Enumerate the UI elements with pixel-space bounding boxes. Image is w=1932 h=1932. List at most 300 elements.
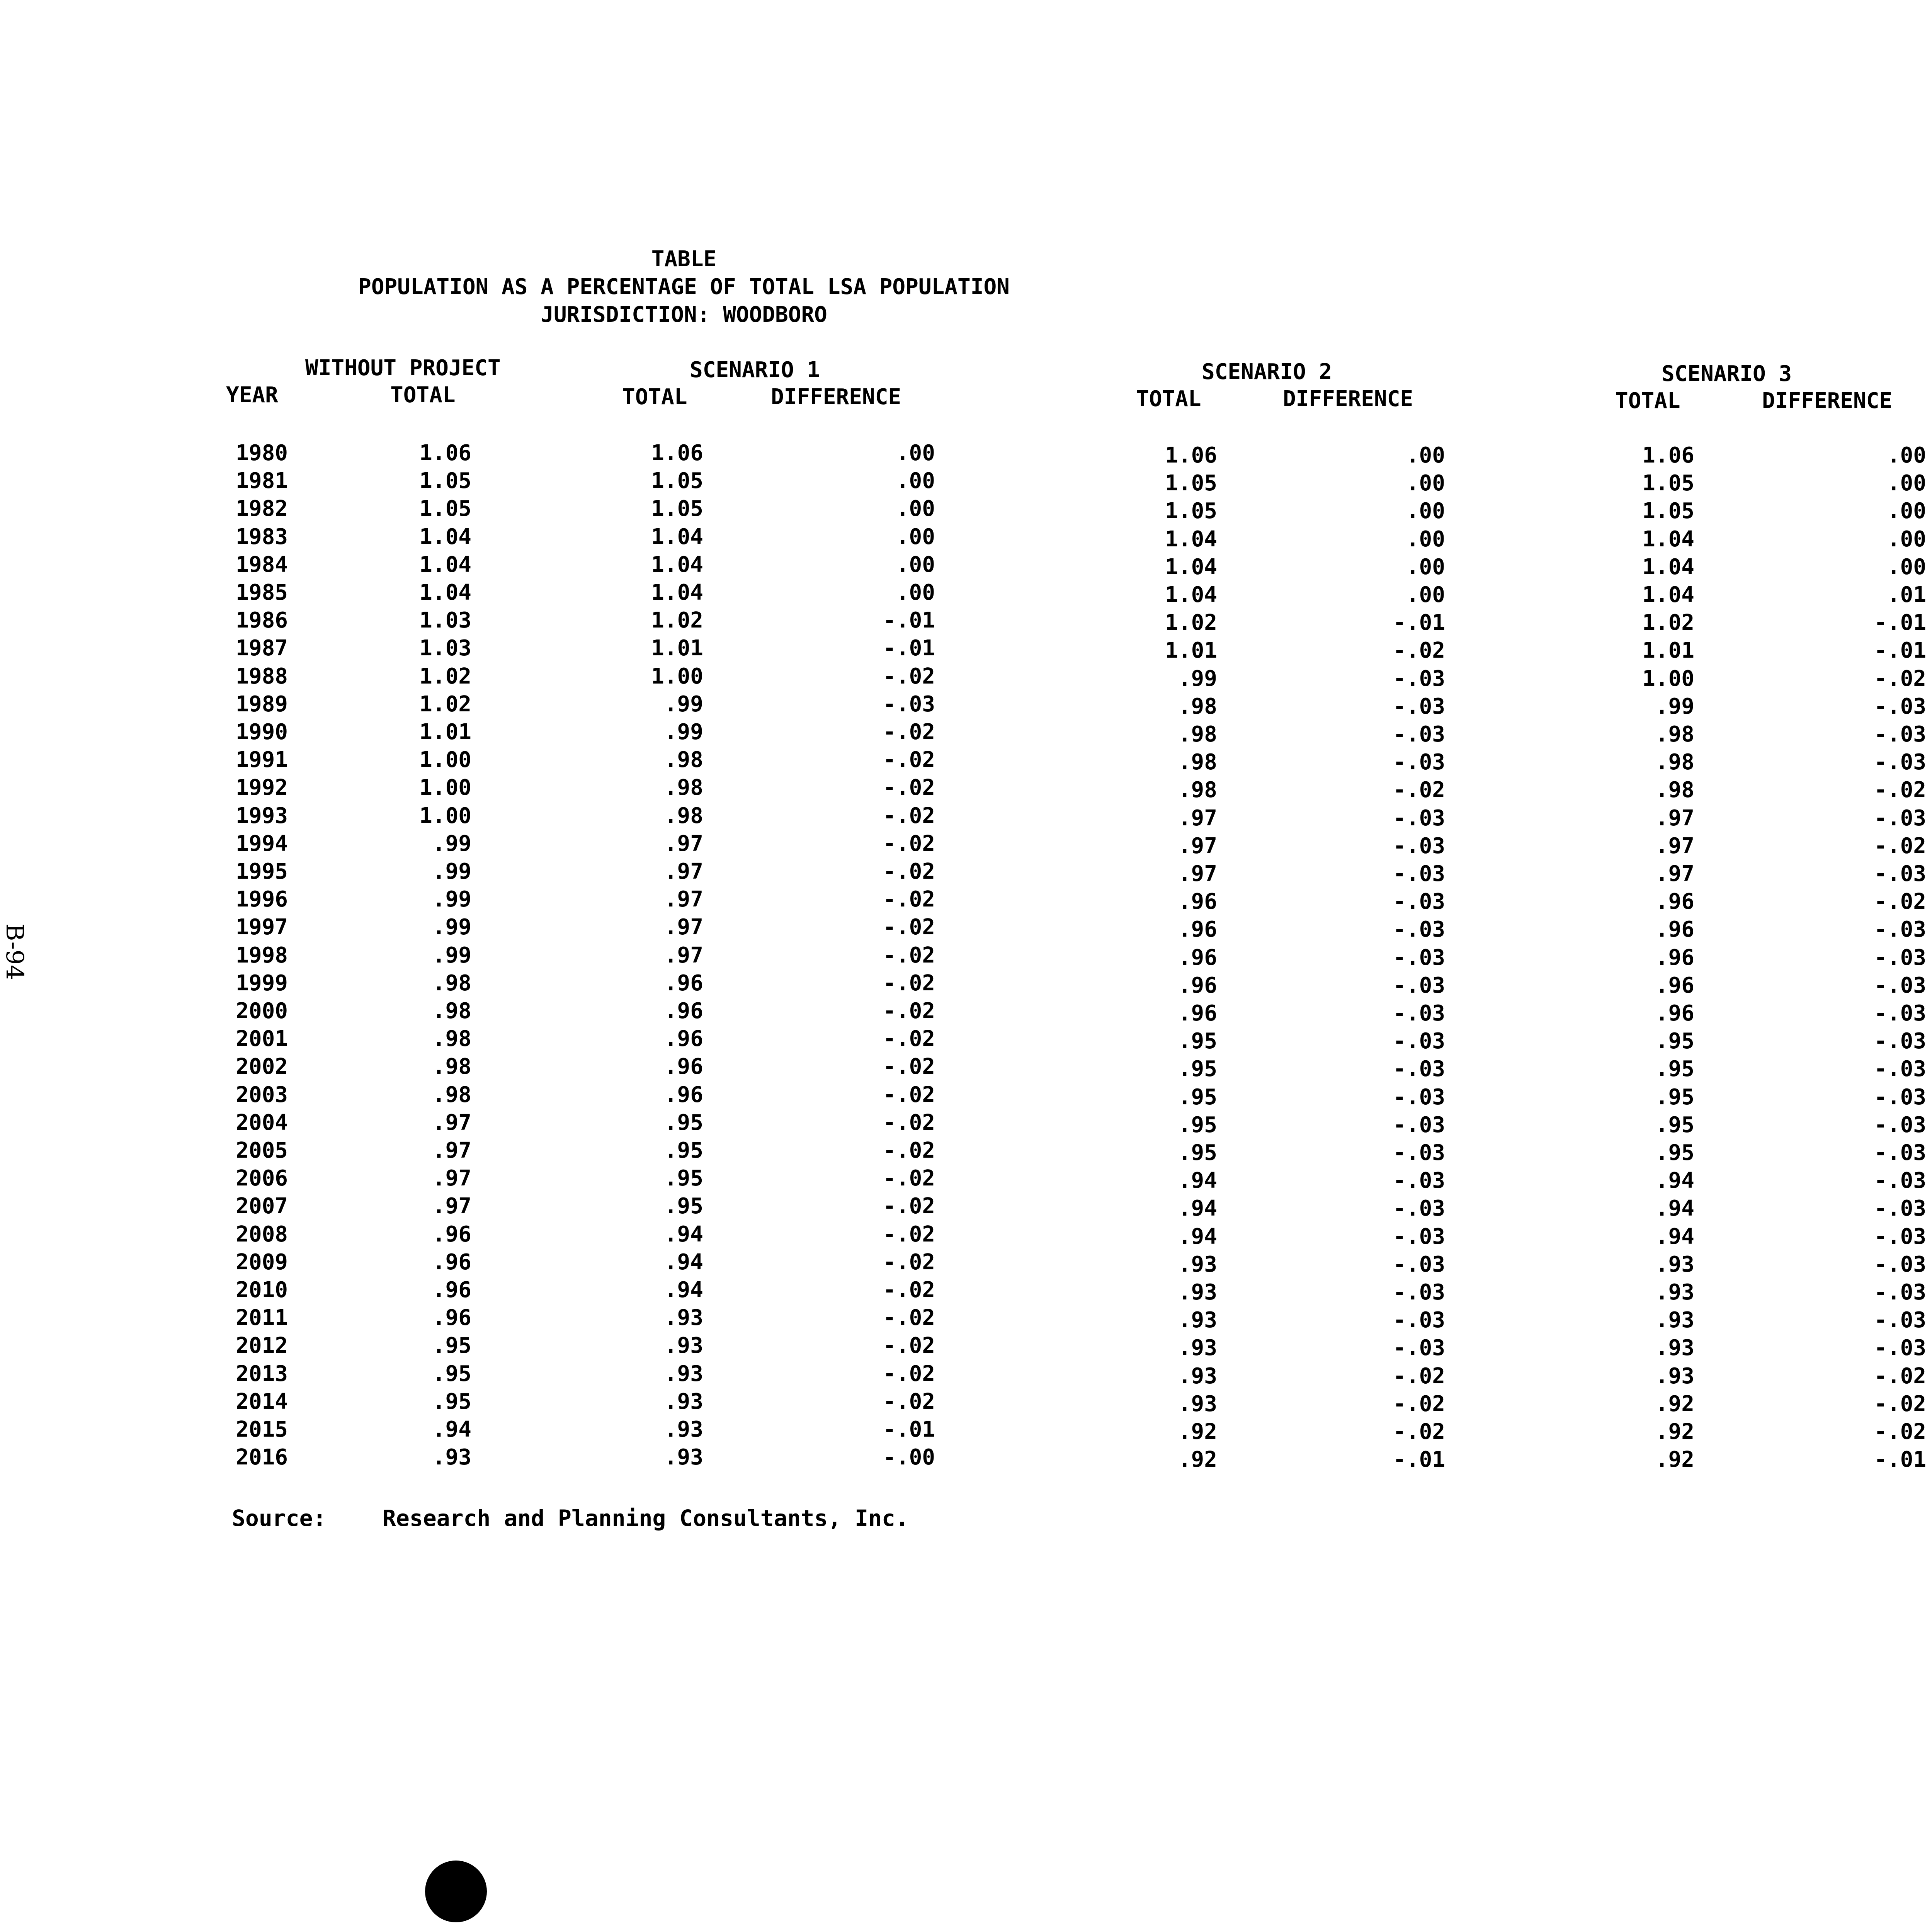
cell-s2-total: .97: [1178, 861, 1217, 886]
cell-s1-difference: -.02: [883, 1333, 935, 1358]
cell-s2-difference: .00: [1406, 498, 1445, 524]
punch-hole-left: [425, 1861, 487, 1922]
table-title-block: [358, 245, 1010, 329]
cell-s2-total: .99: [1178, 666, 1217, 691]
cell-s3-difference: -.03: [1874, 917, 1926, 942]
cell-year: 2005: [236, 1138, 288, 1163]
cell-s1-total: 1.02: [651, 608, 703, 633]
cell-without-total: 1.00: [419, 803, 471, 828]
cell-s2-difference: -.03: [1393, 1280, 1445, 1305]
header-s3-difference: DIFFERENCE: [1762, 388, 1893, 413]
cell-s2-total: .93: [1178, 1252, 1217, 1277]
cell-s2-total: .98: [1178, 694, 1217, 719]
cell-s2-total: .93: [1178, 1280, 1217, 1305]
cell-s1-difference: -.02: [883, 803, 935, 828]
cell-s1-total: .96: [664, 1082, 703, 1107]
cell-s2-difference: -.03: [1393, 1112, 1445, 1138]
cell-s2-difference: -.02: [1393, 638, 1445, 663]
cell-s1-total: 1.04: [651, 524, 703, 549]
cell-s3-total: .97: [1655, 833, 1694, 859]
cell-without-total: .96: [432, 1305, 471, 1330]
cell-s3-total: .96: [1655, 917, 1694, 942]
cell-s3-difference: -.03: [1874, 1085, 1926, 1110]
cell-s2-difference: -.03: [1393, 1308, 1445, 1333]
cell-s2-difference: -.03: [1393, 1252, 1445, 1277]
cell-s1-total: .97: [664, 887, 703, 912]
cell-year: 1986: [236, 608, 288, 633]
cell-without-total: 1.03: [419, 608, 471, 633]
table-subtitle: POPULATION AS A PERCENTAGE OF TOTAL LSA POPULATION: [358, 274, 1010, 299]
cell-s1-total: 1.04: [651, 552, 703, 577]
cell-year: 1994: [236, 831, 288, 856]
cell-s2-difference: -.02: [1393, 1391, 1445, 1417]
cell-without-total: .99: [432, 887, 471, 912]
cell-s2-total: .96: [1178, 1001, 1217, 1026]
cell-s1-difference: -.02: [883, 1222, 935, 1247]
cell-year: 2010: [236, 1277, 288, 1303]
cell-without-total: .98: [432, 1054, 471, 1079]
cell-s1-total: .96: [664, 1054, 703, 1079]
cell-without-total: 1.04: [419, 524, 471, 549]
cell-without-total: 1.00: [419, 775, 471, 800]
cell-s2-total: .96: [1178, 973, 1217, 998]
cell-s2-difference: .00: [1406, 443, 1445, 468]
cell-year: 1985: [236, 580, 288, 605]
cell-s2-difference: -.03: [1393, 973, 1445, 998]
cell-s2-difference: -.03: [1393, 1196, 1445, 1221]
cell-year: 1997: [236, 915, 288, 940]
cell-s1-difference: -.02: [883, 1026, 935, 1051]
cell-s3-difference: -.01: [1874, 1447, 1926, 1472]
cell-s2-difference: .00: [1406, 554, 1445, 580]
cell-without-total: .95: [432, 1389, 471, 1414]
cell-s3-total: .96: [1655, 1001, 1694, 1026]
cell-s2-total: .96: [1178, 889, 1217, 914]
cell-year: 1995: [236, 859, 288, 884]
cell-s1-total: .96: [664, 971, 703, 996]
cell-s3-difference: -.01: [1874, 638, 1926, 663]
cell-without-total: 1.02: [419, 692, 471, 717]
cell-year: 1996: [236, 887, 288, 912]
cell-s3-total: .94: [1655, 1168, 1694, 1193]
cell-year: 2014: [236, 1389, 288, 1414]
cell-s2-difference: -.03: [1393, 1140, 1445, 1165]
cell-s3-total: .97: [1655, 806, 1694, 831]
cell-s3-total: .98: [1655, 722, 1694, 747]
cell-s3-total: .94: [1655, 1224, 1694, 1249]
cell-s3-difference: .01: [1887, 582, 1926, 607]
header-s1-total: TOTAL: [622, 384, 687, 410]
cell-without-total: .99: [432, 831, 471, 856]
header-year: YEAR: [226, 383, 278, 408]
cell-s3-difference: -.03: [1874, 1196, 1926, 1221]
cell-s3-difference: -.02: [1874, 833, 1926, 859]
cell-s1-total: .96: [664, 998, 703, 1024]
cell-year: 2001: [236, 1026, 288, 1051]
cell-s1-difference: -.02: [883, 1082, 935, 1107]
cell-s1-difference: -.00: [883, 1445, 935, 1470]
cell-s2-total: .95: [1178, 1140, 1217, 1165]
cell-s1-difference: -.02: [883, 1250, 935, 1275]
cell-s2-total: .94: [1178, 1224, 1217, 1249]
cell-s1-difference: -.02: [883, 998, 935, 1024]
cell-s3-difference: -.03: [1874, 1224, 1926, 1249]
cell-s3-difference: -.03: [1874, 694, 1926, 719]
cell-s1-total: .97: [664, 859, 703, 884]
cell-s3-total: .96: [1655, 973, 1694, 998]
cell-s3-total: 1.06: [1642, 443, 1694, 468]
cell-s3-total: 1.02: [1642, 610, 1694, 635]
cell-s3-total: 1.04: [1642, 527, 1694, 552]
cell-s2-difference: -.03: [1393, 694, 1445, 719]
cell-without-total: .95: [432, 1333, 471, 1358]
page-number: B-94: [1, 923, 29, 980]
cell-year: 1991: [236, 747, 288, 772]
cell-s3-total: .95: [1655, 1029, 1694, 1054]
cell-year: 1989: [236, 692, 288, 717]
cell-s3-difference: -.03: [1874, 1335, 1926, 1361]
cell-s1-total: .93: [664, 1333, 703, 1358]
cell-s1-total: .94: [664, 1250, 703, 1275]
cell-year: 2006: [236, 1166, 288, 1191]
cell-s1-difference: -.02: [883, 1305, 935, 1330]
cell-s2-difference: -.03: [1393, 945, 1445, 970]
cell-s3-total: .95: [1655, 1112, 1694, 1138]
cell-year: 1981: [236, 468, 288, 493]
cell-s1-difference: .00: [896, 496, 935, 521]
cell-s1-difference: -.02: [883, 747, 935, 772]
cell-without-total: .97: [432, 1138, 471, 1163]
cell-without-total: 1.05: [419, 468, 471, 493]
cell-s3-total: 1.00: [1642, 666, 1694, 691]
cell-s3-total: .93: [1655, 1335, 1694, 1361]
cell-s1-total: .95: [664, 1166, 703, 1191]
cell-s1-total: .95: [664, 1138, 703, 1163]
cell-year: 2013: [236, 1361, 288, 1386]
header-without-project: WITHOUT PROJECT: [305, 355, 501, 381]
cell-s1-difference: -.01: [883, 608, 935, 633]
cell-s1-total: .97: [664, 831, 703, 856]
cell-s3-difference: -.03: [1874, 806, 1926, 831]
cell-s1-total: .94: [664, 1277, 703, 1303]
cell-without-total: 1.04: [419, 552, 471, 577]
cell-s1-difference: -.01: [883, 636, 935, 661]
cell-s2-difference: -.03: [1393, 1029, 1445, 1054]
cell-without-total: 1.03: [419, 636, 471, 661]
source-label: Source:: [232, 1505, 327, 1531]
cell-s2-difference: -.02: [1393, 777, 1445, 803]
cell-without-total: .99: [432, 859, 471, 884]
cell-without-total: .96: [432, 1277, 471, 1303]
cell-s1-difference: -.02: [883, 719, 935, 745]
cell-s2-total: .93: [1178, 1308, 1217, 1333]
cell-s3-difference: -.02: [1874, 1419, 1926, 1444]
cell-s1-total: 1.05: [651, 468, 703, 493]
cell-year: 1982: [236, 496, 288, 521]
cell-s3-total: .95: [1655, 1140, 1694, 1165]
cell-s3-difference: -.03: [1874, 722, 1926, 747]
cell-s3-total: 1.05: [1642, 498, 1694, 524]
cell-s3-difference: -.03: [1874, 945, 1926, 970]
cell-s3-difference: -.02: [1874, 889, 1926, 914]
cell-s3-total: .93: [1655, 1364, 1694, 1389]
cell-s1-difference: -.02: [883, 943, 935, 968]
cell-s1-difference: -.02: [883, 971, 935, 996]
cell-s2-total: .97: [1178, 833, 1217, 859]
cell-s3-difference: -.03: [1874, 1112, 1926, 1138]
cell-s3-difference: -.02: [1874, 1364, 1926, 1389]
cell-s1-difference: -.02: [883, 1138, 935, 1163]
cell-s1-total: 1.04: [651, 580, 703, 605]
cell-s2-total: 1.02: [1165, 610, 1217, 635]
cell-without-total: .96: [432, 1222, 471, 1247]
cell-s2-total: .95: [1178, 1029, 1217, 1054]
cell-s3-total: .98: [1655, 750, 1694, 775]
cell-s1-difference: -.02: [883, 1277, 935, 1303]
cell-s3-total: .92: [1655, 1391, 1694, 1417]
cell-s1-difference: -.02: [883, 1110, 935, 1135]
cell-without-total: .98: [432, 1026, 471, 1051]
cell-year: 1992: [236, 775, 288, 800]
cell-s1-difference: -.02: [883, 1054, 935, 1079]
cell-s2-total: .93: [1178, 1391, 1217, 1417]
cell-s3-difference: -.02: [1874, 1391, 1926, 1417]
cell-s3-difference: .00: [1887, 443, 1926, 468]
cell-s2-difference: .00: [1406, 527, 1445, 552]
cell-s1-total: 1.05: [651, 496, 703, 521]
cell-s3-total: 1.01: [1642, 638, 1694, 663]
cell-s3-difference: -.03: [1874, 1029, 1926, 1054]
cell-without-total: .98: [432, 1082, 471, 1107]
cell-s2-difference: -.03: [1393, 1168, 1445, 1193]
cell-s1-difference: .00: [896, 468, 935, 493]
cell-s3-total: .96: [1655, 889, 1694, 914]
cell-s3-total: .99: [1655, 694, 1694, 719]
cell-s1-difference: -.02: [883, 664, 935, 689]
cell-s3-total: 1.05: [1642, 471, 1694, 496]
cell-year: 2000: [236, 998, 288, 1024]
cell-s3-difference: -.03: [1874, 1252, 1926, 1277]
cell-year: 2009: [236, 1250, 288, 1275]
cell-without-total: .99: [432, 943, 471, 968]
cell-year: 2003: [236, 1082, 288, 1107]
header-s3-total: TOTAL: [1615, 388, 1680, 413]
cell-s3-total: .95: [1655, 1085, 1694, 1110]
cell-s2-difference: .00: [1406, 471, 1445, 496]
cell-s1-total: 1.00: [651, 664, 703, 689]
cell-s3-total: 1.04: [1642, 554, 1694, 580]
cell-s2-difference: -.03: [1393, 1056, 1445, 1082]
cell-without-total: .98: [432, 971, 471, 996]
cell-s1-total: 1.06: [651, 440, 703, 466]
cell-s1-difference: .00: [896, 552, 935, 577]
cell-s2-total: .92: [1178, 1447, 1217, 1472]
cell-without-total: .98: [432, 998, 471, 1024]
header-s1-difference: DIFFERENCE: [771, 384, 901, 410]
cell-s2-difference: -.03: [1393, 833, 1445, 859]
cell-s3-total: .93: [1655, 1280, 1694, 1305]
cell-s3-difference: -.03: [1874, 1056, 1926, 1082]
header-s2-total: TOTAL: [1136, 386, 1201, 412]
cell-s2-total: .95: [1178, 1085, 1217, 1110]
source-note: [232, 1505, 909, 1531]
cell-s3-difference: -.03: [1874, 1001, 1926, 1026]
cell-year: 1998: [236, 943, 288, 968]
cell-s1-difference: -.03: [883, 692, 935, 717]
cell-s1-total: .99: [664, 692, 703, 717]
cell-year: 1990: [236, 719, 288, 745]
cell-s1-total: .99: [664, 719, 703, 745]
cell-s3-total: .92: [1655, 1419, 1694, 1444]
cell-s2-difference: -.03: [1393, 722, 1445, 747]
cell-s2-total: 1.01: [1165, 638, 1217, 663]
cell-s3-difference: -.03: [1874, 750, 1926, 775]
cell-s3-total: .96: [1655, 945, 1694, 970]
cell-s1-difference: .00: [896, 580, 935, 605]
cell-s3-total: .94: [1655, 1196, 1694, 1221]
cell-s1-total: .93: [664, 1305, 703, 1330]
header-without-total: TOTAL: [390, 383, 456, 408]
cell-s1-difference: -.02: [883, 1166, 935, 1191]
cell-s3-total: 1.04: [1642, 582, 1694, 607]
cell-s1-total: .94: [664, 1222, 703, 1247]
cell-s2-total: .94: [1178, 1196, 1217, 1221]
cell-s1-total: .98: [664, 803, 703, 828]
cell-s3-difference: -.03: [1874, 1140, 1926, 1165]
cell-s2-total: .95: [1178, 1112, 1217, 1138]
cell-without-total: .95: [432, 1361, 471, 1386]
cell-s3-difference: .00: [1887, 527, 1926, 552]
cell-s3-total: .93: [1655, 1252, 1694, 1277]
cell-s1-total: .97: [664, 915, 703, 940]
cell-s1-total: .93: [664, 1445, 703, 1470]
cell-s1-total: .98: [664, 775, 703, 800]
cell-s3-total: .92: [1655, 1447, 1694, 1472]
header-s2-difference: DIFFERENCE: [1283, 386, 1413, 412]
cell-s1-total: .93: [664, 1361, 703, 1386]
cell-year: 2002: [236, 1054, 288, 1079]
cell-s2-total: .96: [1178, 945, 1217, 970]
cell-s1-difference: .00: [896, 524, 935, 549]
cell-s1-total: .95: [664, 1194, 703, 1219]
jurisdiction-label: JURISDICTION: WOODBORO: [541, 302, 827, 327]
cell-s2-difference: -.03: [1393, 861, 1445, 886]
cell-s1-total: .96: [664, 1026, 703, 1051]
cell-s1-difference: -.02: [883, 775, 935, 800]
cell-year: 2007: [236, 1194, 288, 1219]
cell-s2-total: .95: [1178, 1056, 1217, 1082]
cell-s1-difference: -.02: [883, 915, 935, 940]
cell-s3-difference: .00: [1887, 554, 1926, 580]
cell-year: 1984: [236, 552, 288, 577]
cell-s1-total: .93: [664, 1389, 703, 1414]
cell-s2-difference: -.01: [1393, 1447, 1445, 1472]
table-title: TABLE: [651, 247, 717, 272]
cell-s2-difference: -.03: [1393, 666, 1445, 691]
cell-year: 1987: [236, 636, 288, 661]
cell-without-total: .96: [432, 1250, 471, 1275]
cell-s3-difference: .00: [1887, 471, 1926, 496]
cell-s2-total: .98: [1178, 750, 1217, 775]
cell-without-total: .97: [432, 1110, 471, 1135]
cell-s2-difference: -.03: [1393, 1335, 1445, 1361]
cell-s1-difference: -.02: [883, 859, 935, 884]
cell-year: 2016: [236, 1445, 288, 1470]
cell-without-total: 1.05: [419, 496, 471, 521]
cell-s2-difference: -.03: [1393, 1085, 1445, 1110]
cell-s1-total: .93: [664, 1417, 703, 1442]
cell-s2-total: 1.06: [1165, 443, 1217, 468]
cell-s2-total: .96: [1178, 917, 1217, 942]
cell-year: 1993: [236, 803, 288, 828]
cell-without-total: .99: [432, 915, 471, 940]
cell-year: 1983: [236, 524, 288, 549]
cell-s1-total: .97: [664, 943, 703, 968]
cell-s2-total: 1.04: [1165, 554, 1217, 580]
cell-without-total: .94: [432, 1417, 471, 1442]
cell-s3-difference: .00: [1887, 498, 1926, 524]
cell-s3-difference: -.03: [1874, 1168, 1926, 1193]
cell-without-total: 1.06: [419, 440, 471, 466]
cell-s2-difference: -.03: [1393, 889, 1445, 914]
cell-without-total: 1.04: [419, 580, 471, 605]
cell-without-total: .97: [432, 1194, 471, 1219]
cell-s1-difference: -.02: [883, 1194, 935, 1219]
cell-s3-difference: -.03: [1874, 973, 1926, 998]
cell-year: 1988: [236, 664, 288, 689]
cell-s2-difference: -.03: [1393, 1001, 1445, 1026]
header-scenario-3: SCENARIO 3: [1662, 361, 1792, 386]
cell-s1-difference: -.01: [883, 1417, 935, 1442]
cell-year: 1999: [236, 971, 288, 996]
cell-s2-total: 1.04: [1165, 582, 1217, 607]
cell-s2-difference: -.01: [1393, 610, 1445, 635]
cell-s2-total: .98: [1178, 722, 1217, 747]
cell-without-total: 1.00: [419, 747, 471, 772]
cell-without-total: .93: [432, 1445, 471, 1470]
cell-s2-total: .93: [1178, 1335, 1217, 1361]
cell-s3-total: .93: [1655, 1308, 1694, 1333]
cell-year: 2015: [236, 1417, 288, 1442]
cell-s2-total: 1.05: [1165, 498, 1217, 524]
cell-s3-total: .95: [1655, 1056, 1694, 1082]
cell-s1-total: 1.01: [651, 636, 703, 661]
cell-s2-total: 1.04: [1165, 527, 1217, 552]
cell-s3-difference: -.03: [1874, 1308, 1926, 1333]
cell-s2-difference: -.03: [1393, 917, 1445, 942]
cell-s1-total: .95: [664, 1110, 703, 1135]
cell-s2-difference: -.03: [1393, 750, 1445, 775]
cell-s1-difference: .00: [896, 440, 935, 466]
header-scenario-1: SCENARIO 1: [690, 357, 820, 383]
cell-s2-difference: -.03: [1393, 1224, 1445, 1249]
cell-year: 2004: [236, 1110, 288, 1135]
cell-s1-difference: -.02: [883, 831, 935, 856]
cell-s3-difference: -.02: [1874, 777, 1926, 803]
cell-s2-total: .98: [1178, 777, 1217, 803]
cell-without-total: 1.01: [419, 719, 471, 745]
cell-without-total: .97: [432, 1166, 471, 1191]
cell-s2-difference: -.02: [1393, 1364, 1445, 1389]
cell-s2-total: .94: [1178, 1168, 1217, 1193]
source-text: Research and Planning Consultants, Inc.: [383, 1505, 909, 1531]
cell-s2-difference: .00: [1406, 582, 1445, 607]
cell-year: 1980: [236, 440, 288, 466]
cell-s3-difference: -.03: [1874, 1280, 1926, 1305]
cell-s2-total: .92: [1178, 1419, 1217, 1444]
cell-s2-total: .97: [1178, 806, 1217, 831]
cell-year: 2008: [236, 1222, 288, 1247]
